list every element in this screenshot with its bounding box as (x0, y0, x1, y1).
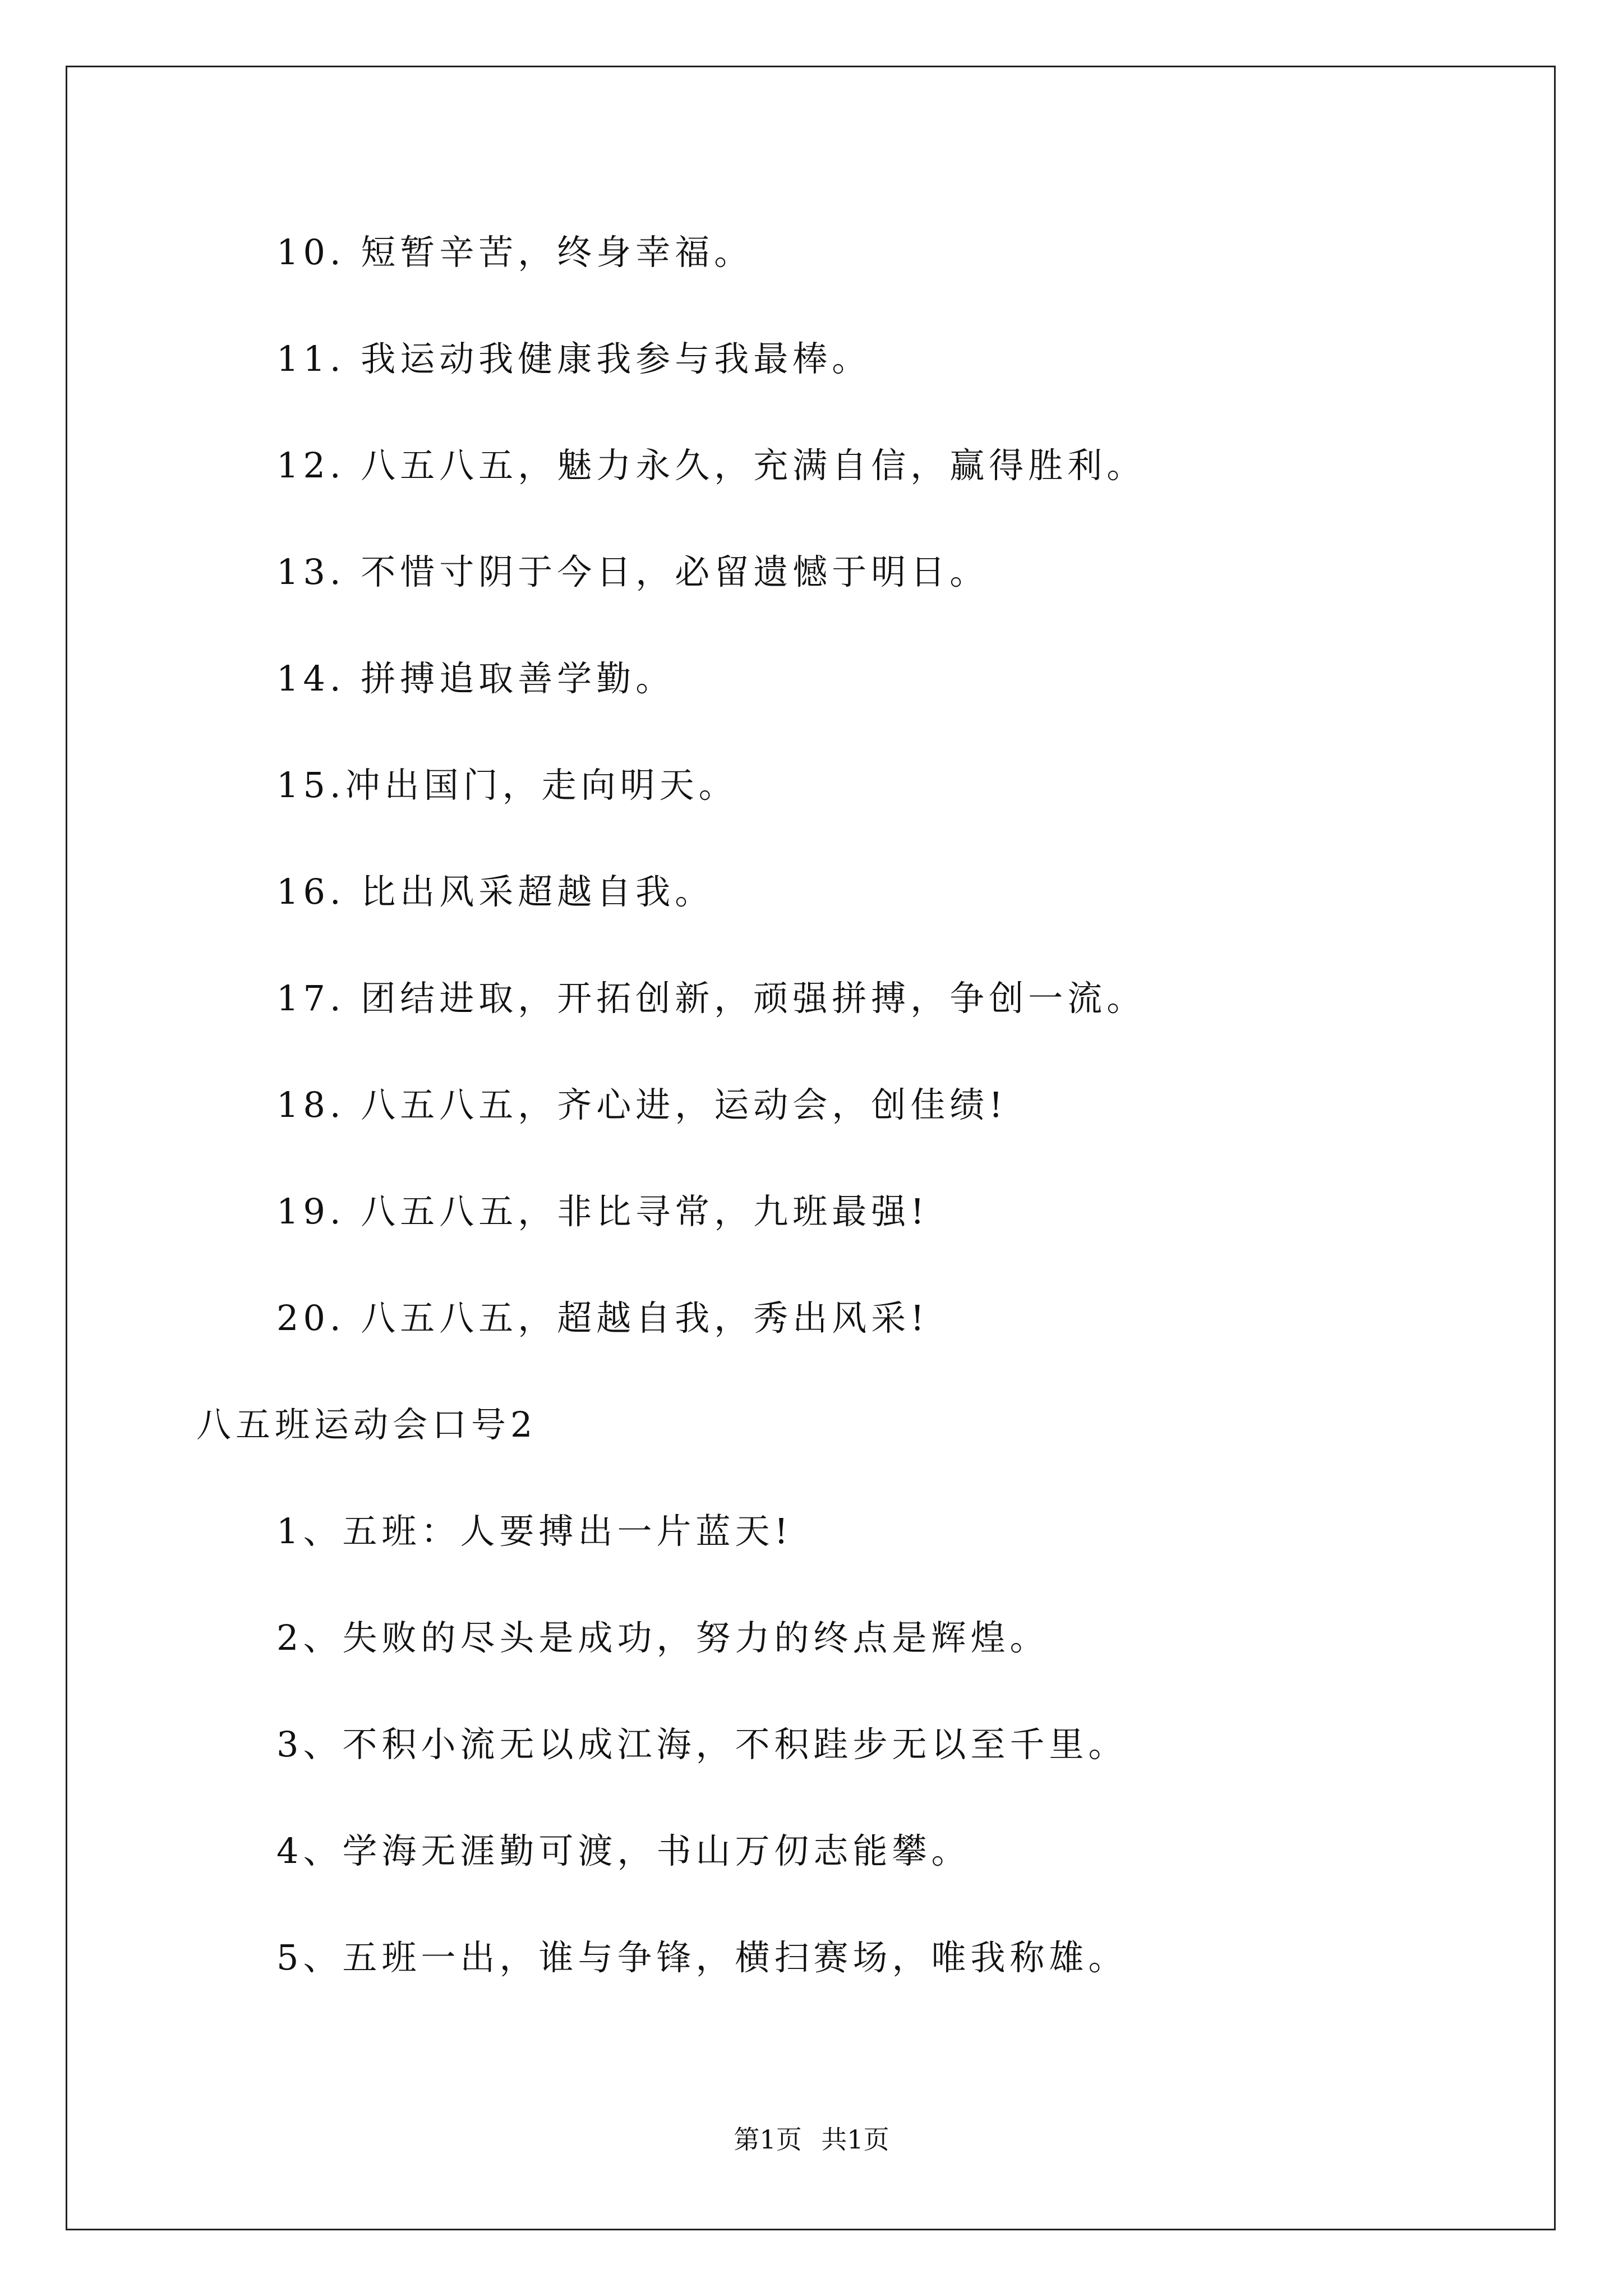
list-item: 20. 八五八五，超越自我，秀出风采! (276, 1297, 929, 1338)
list-item: 14. 拼搏追取善学勤。 (276, 658, 675, 699)
list-item: 10. 短暂辛苦，终身幸福。 (276, 232, 754, 273)
section-heading: 八五班运动会口号2 (196, 1404, 537, 1445)
list-item: 4、学海无涯勤可渡，书山万仞志能攀。 (276, 1830, 971, 1871)
list-item: 3、不积小流无以成江海，不积跬步无以至千里。 (276, 1724, 1128, 1765)
list-item: 2、失败的尽头是成功，努力的终点是辉煌。 (276, 1617, 1049, 1658)
list-item: 19. 八五八五，非比寻常，九班最强! (276, 1191, 929, 1232)
page-footer: 第1页 共1页 (734, 2124, 889, 2155)
list-item: 15.冲出国门，走向明天。 (276, 765, 738, 806)
list-item: 12. 八五八五，魅力永久，充满自信，赢得胜利。 (276, 445, 1146, 486)
list-item: 11. 我运动我健康我参与我最棒。 (276, 338, 872, 379)
list-item: 5、五班一出，谁与争锋，横扫赛场，唯我称雄。 (276, 1937, 1128, 1978)
list-item: 16. 比出风采超越自我。 (276, 871, 714, 912)
list-item: 13. 不惜寸阴于今日，必留遗憾于明日。 (276, 551, 989, 592)
page-border (66, 66, 1556, 2230)
list-item: 17. 团结进取，开拓创新，顽强拼搏，争创一流。 (276, 978, 1146, 1019)
list-item: 1、五班：人要搏出一片蓝天! (276, 1511, 793, 1552)
list-item: 18. 八五八五，齐心进，运动会，创佳绩! (276, 1084, 1008, 1125)
